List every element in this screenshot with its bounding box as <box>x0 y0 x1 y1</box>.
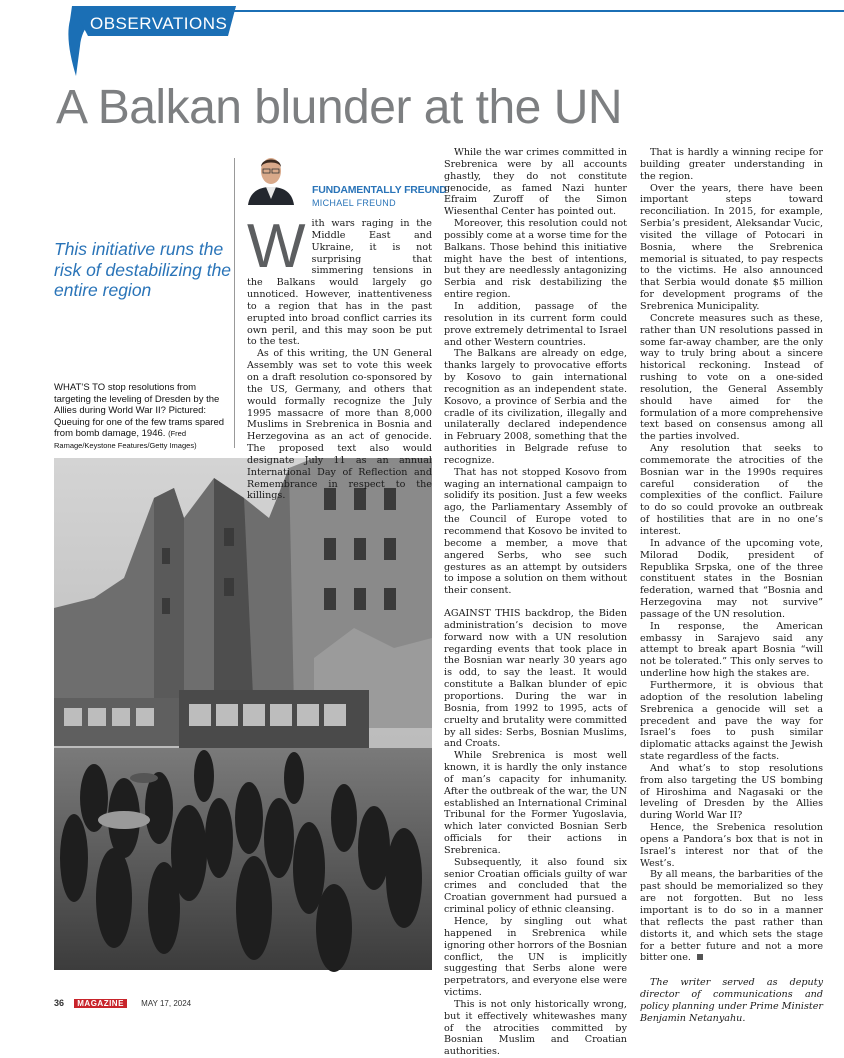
column-divider <box>234 158 235 448</box>
photo-illustration <box>54 458 432 970</box>
article-paragraph: In response, the American embassy in Sarajevo said any attempt to break apart Bosnia “will not be tolerated.” This only serves to underline how high the stakes are. <box>640 620 823 680</box>
dresden-tram-photo <box>54 458 432 970</box>
article-paragraph: Hence, by singling out what happened in Srebrenica while ignoring other horrors of the Bosnian conflict, the UN is implicitly suggesting that Serbs alone were perpetrators, and everyone else were victims. <box>444 916 627 999</box>
article-column-1 <box>247 212 432 502</box>
article-paragraph: In addition, passage of the resolution in its current form could prove extremely detrimental to Israel and other Western countries. <box>444 300 627 348</box>
article-paragraph: Concrete measures such as these, rather than UN resolutions passed in some far-away chamber, are the only way to truly bring about a sincere historical reckoning. Instead of rushing to vote on a one-sided resolution, the General Assembly should have aimed for the formulation of a more comprehensive text based on consensus among all the parties involved. <box>640 312 824 443</box>
article-paragraph: Moreover, this resolution could not possibly come at a worse time for the Balkans. Those behind this initiative might have the best of intentions, but they are needlessly antagonizing Serbia and risk destabilizing the entire region. <box>444 218 627 301</box>
avatar <box>246 149 296 205</box>
article-paragraph: This is not only historically wrong, but it effectively whitewashes many of the atrocities committed by Bosnian Muslim and Croatian authorities. <box>444 998 627 1058</box>
article-lede: ith wars raging in the Middle East and Ukraine, it is not surprising that simmering tensions in the Balkans would largely go unnoticed. However, inattentiveness to a region that has in the past erupted into broad conflict carries its own peril, and this may soon be put to the test. <box>247 218 432 348</box>
photo-credit: (Fred Ramage/Keystone Features/Getty Images) <box>54 429 197 450</box>
magazine-logo: MAGAZINE <box>74 999 127 1008</box>
article-paragraph: And what’s to stop resolutions from also targeting the US bombing of Hiroshima and Nagasaki or the leveling of Dresden by the Allies during World War II? <box>640 762 823 822</box>
article-paragraph: As of this writing, the UN General Assembly was set to vote this week on a draft resolution co-sponsored by the US, Germany, and others that would formally recognize the July 1995 massacre of more than 8,000 Muslims in Srebrenica in Bosnia and Herzegovina as an act of genocide. The proposed text also would designate July 11 as an annual International Day of Reflection and Remembrance in respect to the killings. <box>247 348 432 502</box>
headline: A Balkan blunder at the UN <box>56 81 623 134</box>
article-column-2 <box>444 147 627 1058</box>
page-number: 36 <box>54 998 65 1008</box>
article-paragraph: Over the years, there have been important steps toward reconciliation. In 2015, for example, Serbia’s president, Aleksandar Vucic, visited the village of Potocari in Bosnia, where the Srebrenica memorial is situated, to pay respects to the victims. He also announced that Serbia would donate $5 million for development programs of the Srebrenica Municipality. <box>640 182 823 312</box>
article-paragraph: Any resolution that seeks to commemorate the atrocities of the Bosnian war in the 1990s requires careful consideration of the complexities of the conflict. Failure to do so could provoke an outbreak of hostilities that are in no one’s interest. <box>640 443 823 537</box>
article-paragraph: Subsequently, it also found six senior Croatian officials guilty of war crimes and concluded that the Croatian government had pursued a criminal policy of ethnic cleansing. <box>444 856 627 916</box>
author-headshot <box>246 149 296 205</box>
article-paragraph <box>247 212 432 348</box>
article-paragraph <box>640 869 823 964</box>
drop-cap: W <box>247 212 306 281</box>
article-paragraph: In advance of the upcoming vote, Milorad Dodik, president of Republika Srpska, one of the three constituent states in the Bosnian federation, warned that “Bosnia and Herzegovina may not survive” passage of the UN resolution. <box>640 537 823 620</box>
closing-paragraph: By all means, the barbarities of the past should be memorialized so they are not forgotten. But no less important is to do so in a manner that reflects the past rather than distorts it, and which sets the stage for a better future and not a more bitter one. <box>640 869 823 964</box>
pull-quote: This initiative runs the risk of destabilizing the entire region <box>54 239 232 300</box>
author-name: MICHAEL FREUND <box>312 198 396 208</box>
photo-caption <box>54 382 234 452</box>
article-paragraph: Hence, the Srebenica resolution opens a Pandora’s box that is not in Israel’s interest nor that of the West’s. <box>640 822 823 869</box>
page-footer <box>54 998 191 1008</box>
top-rule <box>234 10 844 12</box>
article-column-3 <box>640 147 823 1025</box>
article-paragraph: Furthermore, it is obvious that adoption of the resolution labeling Srebrenica a genocide will set a precedent and pave the way for Israel’s foes to push similar diplomatic attacks against the Jewish state regardless of the facts. <box>640 679 823 763</box>
issue-date: MAY 17, 2024 <box>141 999 192 1008</box>
article-paragraph: AGAINST THIS backdrop, the Biden administration’s decision to move forward now with a UN resolution regarding events that took place in the Bosnian war nearly 30 years ago is odd, to say the least. It would constitute a Balkan blunder of epic proportions. During the war in Bosnia, from 1992 to 1995, acts of cruelty and brutality were committed by all sides: Serbs, Bosnian Muslims, and Croats. <box>444 608 627 750</box>
caption-text: WHAT’S TO stop resolutions from targeting the leveling of Dresden by the Allies during World War II? Pictured: Queuing for one of the few trams spared from bomb damage, 1946. <box>54 382 225 440</box>
section-tab <box>58 6 238 78</box>
column-name: FUNDAMENTALLY FREUND <box>312 184 447 196</box>
section-label: OBSERVATIONS <box>90 14 228 33</box>
article-paragraph: While Srebrenica is most well known, it is hardly the only instance of man’s capacity for inhumanity. After the outbreak of the war, the UN established an International Criminal Tribunal for the Former Yugoslavia, which later convicted Bosnian Serb officials for their actions in Srebrenica. <box>444 750 627 856</box>
article-paragraph: That is hardly a winning recipe for building greater understanding in the region. <box>640 147 823 182</box>
article-paragraph: While the war crimes committed in Srebrenica were by all accounts ghastly, they do not constitute genocide, as famed Nazi hunter Efraim Zuroff of the Simon Wiesenthal Center has pointed out. <box>444 147 627 218</box>
author-bio: The writer served as deputy director of communications and policy planning under Prime Minister Benjamin Netanyahu. <box>640 977 823 1024</box>
article-paragraph: The Balkans are already on edge, thanks largely to provocative efforts by Kosovo to gain international recognition as an independent state. Kosovo, a province of Serbia and the cradle of its civilization, illegally and unilaterally declared independence in February 2008, something that the authorities in Belgrade refuse to recognize. <box>444 348 627 466</box>
article-paragraph: That has not stopped Kosovo from waging an international campaign to solidify its position. Just a few weeks ago, the Parliamentary Assembly of the Council of Europe voted to recommend that Kosovo be invited to become a member, a move that angered Serbs, who see such gestures as an attempt by outsiders to impose a solution on them without their consent. <box>444 466 627 597</box>
end-mark-icon <box>697 954 703 960</box>
